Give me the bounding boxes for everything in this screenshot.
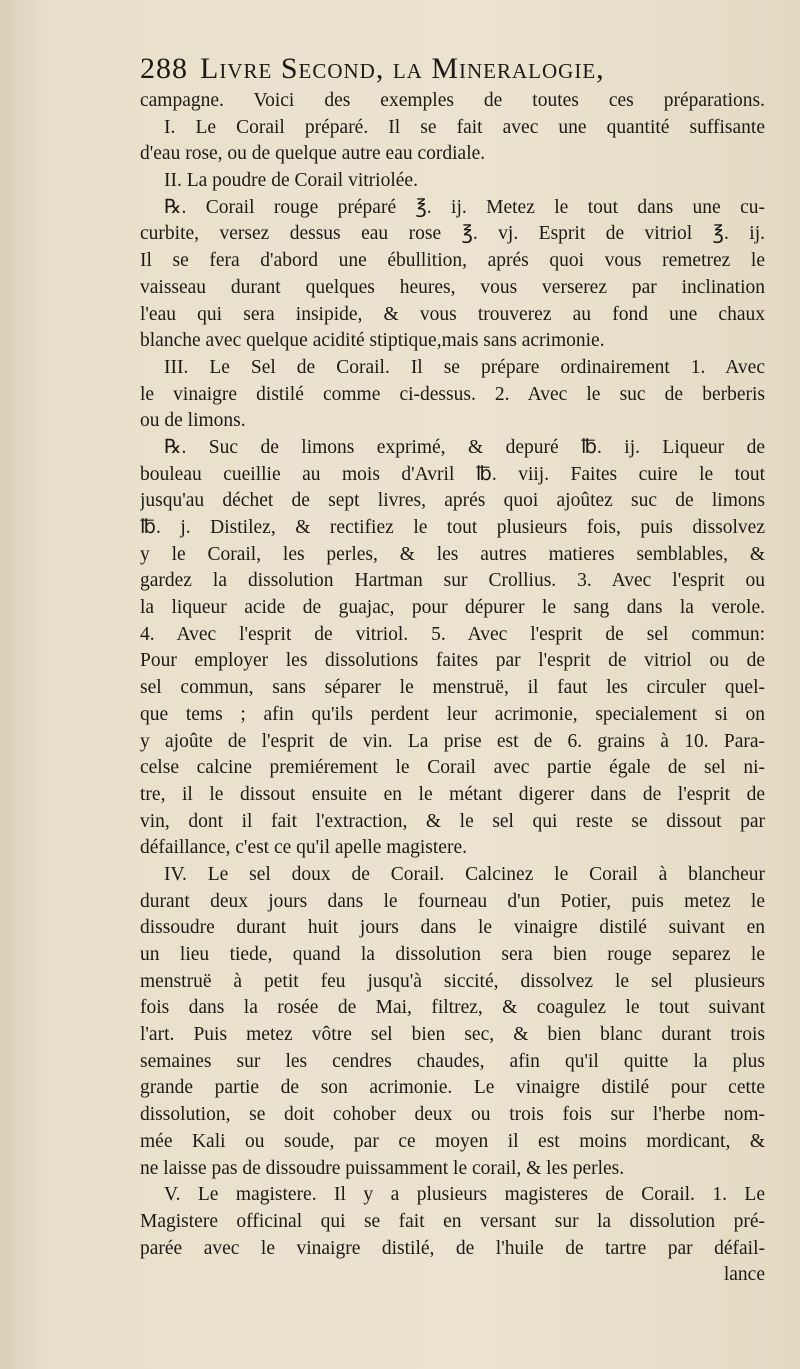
running-header [140,52,765,86]
text-line: III. Le Sel de Corail. Il se prépare ordinairement 1. Avec [164,356,765,378]
text-line: ℞. Suc de limons exprimé, & depuré ℔. ij. Liqueur de [164,436,765,458]
running-title: Livre Second, la Mineralogie, [200,52,605,85]
text-line: ou de limons. [140,410,246,432]
text-line: Magistere officinal qui se fait en versant sur la dissolution pré- [140,1210,765,1232]
text-line: bouleau cueillie au mois d'Avril ℔. viij. Faites cuire le tout [140,463,765,485]
text-line: Pour employer les dissolutions faites par l'esprit de vitriol ou de [140,650,765,672]
text-line: vaisseau durant quelques heures, vous verserez par inclination [140,276,765,298]
text-line: ℔. j. Distilez, & rectifiez le tout plusieurs fois, puis dissolvez [140,517,765,538]
text-line: semaines sur les cendres chaudes, afin qu'il quitte la plus [140,1050,765,1072]
text-line: la liqueur acide de guajac, pour dépurer le sang dans la verole. [140,597,765,619]
text-line: fois dans la rosée de Mai, filtrez, & coagulez le tout suivant [140,997,765,1019]
body-text [140,88,765,1262]
text-line: 4. Avec l'esprit de vitriol. 5. Avec l'esprit de sel commun: [140,623,765,645]
text-line: d'eau rose, ou de quelque autre eau cordiale. [140,143,486,165]
text-line: que tems ; afin qu'ils perdent leur acrimonie, specialement si on [140,703,765,725]
text-line: campagne. Voici des exemples de toutes ces préparations. [140,90,765,111]
text-block [140,52,765,1289]
text-line: ℞. Corail rouge préparé ℥. ij. Metez le tout dans une cu- [164,196,765,218]
text-line: durant deux jours dans le fourneau d'un Potier, puis metez le [140,890,765,912]
text-line: grande partie de son acrimonie. Le vinaigre distilé pour cette [140,1077,765,1099]
text-line: gardez la dissolution Hartman sur Crollius. 3. Avec l'esprit ou [140,570,765,592]
text-line: l'art. Puis metez vôtre sel bien sec, & bien blanc durant trois [140,1024,765,1046]
text-line: V. Le magistere. Il y a plusieurs magisteres de Corail. 1. Le [164,1184,765,1206]
page-number: 288 [140,52,188,85]
text-line: curbite, versez dessus eau rose ℥. vj. Esprit de vitriol ℥. ij. [140,223,765,245]
text-line: blanche avec quelque acidité stiptique,mais sans acrimonie. [140,330,605,352]
text-line: y le Corail, les perles, & les autres matieres semblables, & [140,543,765,565]
text-line: parée avec le vinaigre distilé, de l'huile de tartre par défail- [140,1237,765,1259]
text-line: II. La poudre de Corail vitriolée. [164,170,418,192]
text-line: l'eau qui sera insipide, & vous trouverez au fond une chaux [140,303,765,325]
text-line: mée Kali ou soude, par ce moyen il est moins mordicant, & [140,1130,765,1152]
text-line: jusqu'au déchet de sept livres, aprés quoi ajoûtez suc de limons [140,490,765,512]
text-line: menstruë à petit feu jusqu'à siccité, dissolvez le sel plusieurs [140,970,765,992]
text-line: dissoudre durant huit jours dans le vinaigre distilé suivant en [140,917,765,939]
text-line: défaillance, c'est ce qu'il apelle magistere. [140,837,467,859]
text-line: un lieu tiede, quand la dissolution sera bien rouge separez le [140,944,765,965]
text-line: y ajoûte de l'esprit de vin. La prise est de 6. grains à 10. Para- [140,730,765,752]
text-line: le vinaigre distilé comme ci-dessus. 2. Avec le suc de berberis [140,383,765,405]
text-line: I. Le Corail préparé. Il se fait avec une quantité suffisante [164,116,765,138]
text-line: celse calcine premiérement le Corail avec partie égale de sel ni- [140,757,765,779]
text-line: ne laisse pas de dissoudre puissamment le corail, & les perles. [140,1157,625,1179]
catchword: lance [723,1264,765,1286]
text-line: dissolution, se doit cohober deux ou trois fois sur l'herbe nom- [140,1104,765,1126]
text-line: sel commun, sans séparer le menstruë, il faut les circuler quel- [140,677,765,699]
text-line: vin, dont il fait l'extraction, & le sel qui reste se dissout par [140,810,765,832]
text-line: tre, il le dissout ensuite en le métant digerer dans de l'esprit de [140,783,765,805]
text-line: Il se fera d'abord une ébullition, aprés quoi vous remetrez le [140,250,765,272]
text-line: IV. Le sel doux de Corail. Calcinez le Corail à blancheur [164,863,765,885]
